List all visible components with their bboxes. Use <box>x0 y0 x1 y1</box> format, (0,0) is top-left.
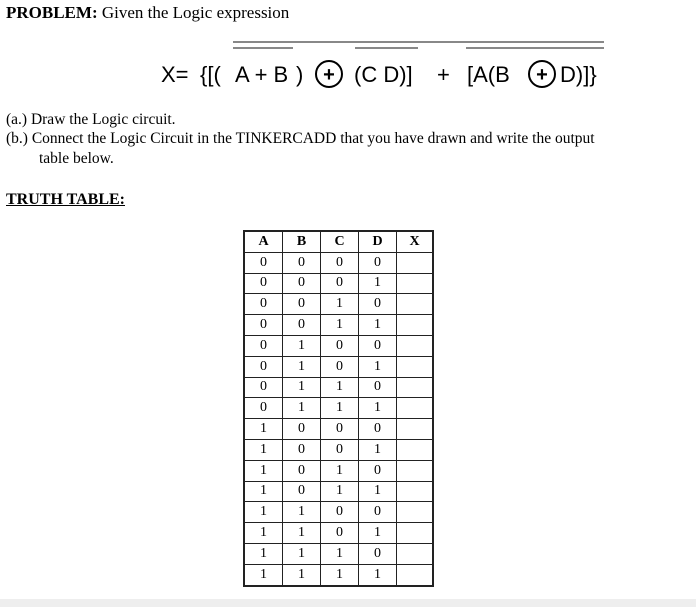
cell-x <box>397 315 434 336</box>
cell-d: 1 <box>359 564 397 585</box>
table-row <box>244 335 433 356</box>
cell-x <box>397 543 434 564</box>
cell-x <box>397 439 434 460</box>
cell-a: 1 <box>244 502 283 523</box>
cell-b: 0 <box>283 294 321 315</box>
cell-a: 1 <box>244 460 283 481</box>
logic-expression <box>0 36 696 96</box>
cell-x <box>397 481 434 502</box>
cell-a: 0 <box>244 273 283 294</box>
table-row <box>244 439 433 460</box>
cell-x <box>397 523 434 544</box>
cell-a: 1 <box>244 543 283 564</box>
expr-open: {[( <box>200 62 221 87</box>
cell-b: 1 <box>283 377 321 398</box>
cell-x <box>397 564 434 585</box>
bottom-band <box>0 599 696 607</box>
column-header-b: B <box>283 231 321 252</box>
cell-x <box>397 273 434 294</box>
truth-table <box>243 230 434 587</box>
cell-c: 1 <box>321 481 359 502</box>
cell-c: 0 <box>321 252 359 273</box>
column-header-a: A <box>244 231 283 252</box>
cell-b: 1 <box>283 502 321 523</box>
truth-table-header-row <box>244 231 433 252</box>
instruction-a: (a.) Draw the Logic circuit. <box>6 111 176 128</box>
table-row <box>244 252 433 273</box>
cell-a: 0 <box>244 294 283 315</box>
problem-text: Given the Logic expression <box>97 3 290 22</box>
cell-b: 0 <box>283 252 321 273</box>
cell-b: 0 <box>283 481 321 502</box>
cell-a: 0 <box>244 335 283 356</box>
cell-a: 1 <box>244 481 283 502</box>
cell-c: 0 <box>321 356 359 377</box>
cell-c: 1 <box>321 564 359 585</box>
cell-b: 0 <box>283 460 321 481</box>
cell-c: 1 <box>321 377 359 398</box>
cell-a: 1 <box>244 419 283 440</box>
table-row <box>244 398 433 419</box>
cell-a: 0 <box>244 356 283 377</box>
instruction-b: (b.) Connect the Logic Circuit in the TINKERCADD that you have drawn and write the output <box>6 130 595 147</box>
cell-b: 1 <box>283 543 321 564</box>
cell-d: 0 <box>359 335 397 356</box>
expr-close-paren: ) <box>296 62 304 87</box>
cell-c: 0 <box>321 419 359 440</box>
cell-d: 0 <box>359 294 397 315</box>
cell-x <box>397 460 434 481</box>
cell-x <box>397 398 434 419</box>
table-row <box>244 543 433 564</box>
xor-symbol-2-glyph: + <box>536 64 548 86</box>
column-header-d: D <box>359 231 397 252</box>
table-row <box>244 564 433 585</box>
cell-x <box>397 419 434 440</box>
cell-b: 1 <box>283 398 321 419</box>
table-row <box>244 273 433 294</box>
cell-d: 1 <box>359 315 397 336</box>
cell-d: 1 <box>359 356 397 377</box>
problem-label: PROBLEM: <box>6 3 98 22</box>
cell-c: 1 <box>321 543 359 564</box>
cell-d: 0 <box>359 502 397 523</box>
cell-x <box>397 502 434 523</box>
cell-d: 0 <box>359 543 397 564</box>
table-row <box>244 523 433 544</box>
table-row <box>244 377 433 398</box>
cell-a: 1 <box>244 523 283 544</box>
expr-a-plus-b: A + B <box>235 62 289 87</box>
cell-x <box>397 377 434 398</box>
table-row <box>244 481 433 502</box>
cell-d: 0 <box>359 377 397 398</box>
table-row <box>244 315 433 336</box>
cell-b: 1 <box>283 356 321 377</box>
cell-d: 1 <box>359 523 397 544</box>
cell-c: 0 <box>321 273 359 294</box>
column-header-x: X <box>397 231 434 252</box>
instruction-b-continued: table below. <box>39 150 114 167</box>
table-row <box>244 419 433 440</box>
cell-c: 1 <box>321 315 359 336</box>
column-header-c: C <box>321 231 359 252</box>
problem-statement <box>6 3 289 23</box>
cell-c: 0 <box>321 523 359 544</box>
table-row <box>244 294 433 315</box>
truth-table-heading: TRUTH TABLE: <box>6 191 125 208</box>
table-row <box>244 356 433 377</box>
cell-b: 1 <box>283 523 321 544</box>
cell-c: 1 <box>321 460 359 481</box>
expr-lhs: X= <box>161 62 189 87</box>
cell-a: 0 <box>244 252 283 273</box>
cell-d: 0 <box>359 419 397 440</box>
cell-c: 0 <box>321 335 359 356</box>
cell-b: 0 <box>283 273 321 294</box>
expr-a-open: [A(B <box>467 62 510 87</box>
xor-symbol-1-glyph: + <box>323 64 335 86</box>
cell-d: 1 <box>359 398 397 419</box>
cell-a: 0 <box>244 398 283 419</box>
xor-symbol-1 <box>316 61 342 87</box>
table-row <box>244 460 433 481</box>
cell-c: 1 <box>321 398 359 419</box>
expr-d-close: D)]} <box>560 62 597 87</box>
cell-c: 1 <box>321 294 359 315</box>
cell-a: 0 <box>244 377 283 398</box>
cell-b: 1 <box>283 335 321 356</box>
cell-b: 0 <box>283 315 321 336</box>
cell-b: 0 <box>283 439 321 460</box>
cell-d: 0 <box>359 460 397 481</box>
cell-d: 1 <box>359 481 397 502</box>
expr-plus: + <box>437 62 450 87</box>
cell-c: 0 <box>321 502 359 523</box>
cell-a: 0 <box>244 315 283 336</box>
cell-b: 0 <box>283 419 321 440</box>
cell-d: 1 <box>359 439 397 460</box>
cell-c: 0 <box>321 439 359 460</box>
cell-d: 1 <box>359 273 397 294</box>
cell-b: 1 <box>283 564 321 585</box>
cell-x <box>397 294 434 315</box>
cell-a: 1 <box>244 439 283 460</box>
cell-d: 0 <box>359 252 397 273</box>
expr-cd: (C D)] <box>354 62 413 87</box>
cell-x <box>397 252 434 273</box>
table-row <box>244 502 433 523</box>
xor-symbol-2 <box>529 61 555 87</box>
cell-x <box>397 335 434 356</box>
cell-x <box>397 356 434 377</box>
cell-a: 1 <box>244 564 283 585</box>
